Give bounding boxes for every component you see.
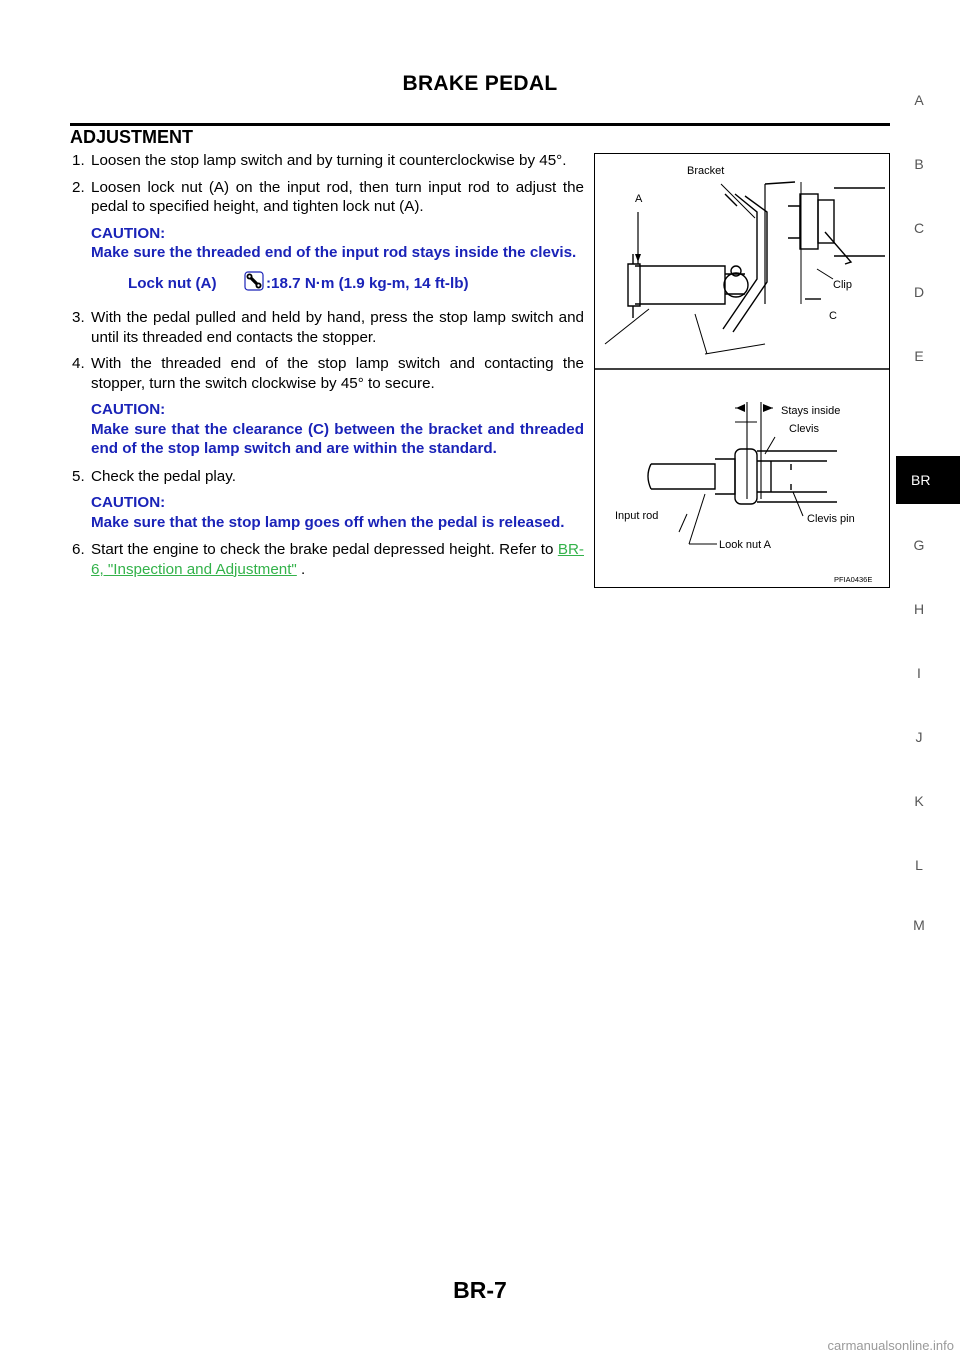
caution-text: Make sure the threaded end of the input rod stays inside the clevis.: [91, 244, 577, 261]
step-number: 1.: [72, 152, 85, 169]
index-letter-k[interactable]: K: [914, 793, 924, 809]
page-title: BRAKE PEDAL: [402, 72, 558, 95]
caution-label: CAUTION:: [91, 401, 166, 418]
step-text: With the pedal pulled and held by hand, press the stop lamp switch and until its threaded end contacts the stopper.: [91, 309, 584, 346]
label-c: C: [829, 310, 837, 322]
step-4: [72, 354, 584, 393]
label-clevis: Clevis: [789, 423, 819, 435]
step-number: 6.: [72, 541, 85, 558]
index-letter-b[interactable]: B: [914, 156, 924, 172]
label-input-rod: Input rod: [615, 510, 659, 522]
torque-wrench-icon: [244, 271, 264, 297]
step-6: [72, 540, 584, 579]
torque-spec: [72, 271, 584, 297]
step-text: Loosen lock nut (A) on the input rod, then turn input rod to adjust the pedal to specified height, and tighten lock nut (A).: [91, 178, 584, 215]
index-letter-i[interactable]: I: [917, 665, 921, 681]
index-letter-g[interactable]: G: [913, 537, 925, 553]
index-letter-h[interactable]: H: [913, 601, 925, 617]
watermark: carmanualsonline.info: [827, 1338, 954, 1353]
figure-code: PFIA0436E: [834, 575, 873, 584]
step-number: 2.: [72, 178, 85, 196]
adjustment-figure: [594, 153, 890, 588]
step-1: [72, 151, 584, 171]
index-letter-l[interactable]: L: [915, 857, 923, 873]
step-6-suffix: .: [296, 560, 306, 578]
page-number: BR-7: [453, 1277, 507, 1303]
label-clip: Clip: [833, 279, 852, 291]
step-5: [72, 467, 584, 487]
label-stays-inside: Stays inside: [781, 405, 841, 417]
step-text: With the threaded end of the stop lamp switch and contacting the stopper, turn the switch clockwise by 45° to secure.: [91, 355, 584, 392]
label-bracket: Bracket: [687, 165, 725, 177]
index-letter-e[interactable]: E: [914, 348, 924, 364]
index-tab-active[interactable]: BR: [896, 456, 960, 504]
caution-label: CAUTION:: [91, 494, 166, 511]
label-look-nut: Look nut A: [719, 539, 771, 551]
index-letter-a[interactable]: A: [914, 92, 924, 108]
step-6-text: Start the engine to check the brake pedal depressed height. Refer to: [91, 541, 554, 558]
index-letter-c[interactable]: C: [913, 220, 925, 236]
caution-text: Make sure that the stop lamp goes off when the pedal is released.: [91, 513, 565, 531]
reference-link[interactable]: BR-6, "Inspection and Adjustment": [91, 541, 584, 578]
label-clevis-pin: Clevis pin: [807, 513, 855, 525]
step-text: [91, 540, 584, 579]
index-letter-m[interactable]: M: [913, 917, 925, 933]
index-letter-j[interactable]: J: [915, 729, 923, 745]
caution-text: Make sure that the clearance (C) between the bracket and threaded end of the stop lamp switch and are within the standard.: [91, 420, 584, 457]
step-number: 4.: [72, 355, 85, 372]
step-text: Check the pedal play.: [91, 467, 236, 485]
step-text: Loosen the stop lamp switch and by turning it counterclockwise by 45°.: [91, 152, 567, 169]
caution-label: CAUTION:: [91, 224, 166, 242]
step-number: 5.: [72, 467, 85, 485]
section-title: ADJUSTMENT: [70, 127, 194, 147]
spec-label: Lock nut (A): [128, 274, 217, 292]
header-rule: [70, 123, 890, 126]
index-letter-d[interactable]: D: [913, 284, 925, 300]
caution-2: [72, 400, 584, 459]
step-number: 3.: [72, 309, 85, 326]
label-a: A: [635, 193, 643, 205]
spec-value: :18.7 N·m (1.9 kg-m, 14 ft-lb): [266, 274, 469, 292]
step-3: [72, 308, 584, 347]
figure-illustration: [595, 154, 889, 587]
caution-1: [72, 224, 584, 263]
instructions: [72, 151, 584, 586]
side-index: [896, 0, 960, 1358]
step-2: [72, 178, 584, 217]
caution-3: [72, 493, 584, 532]
